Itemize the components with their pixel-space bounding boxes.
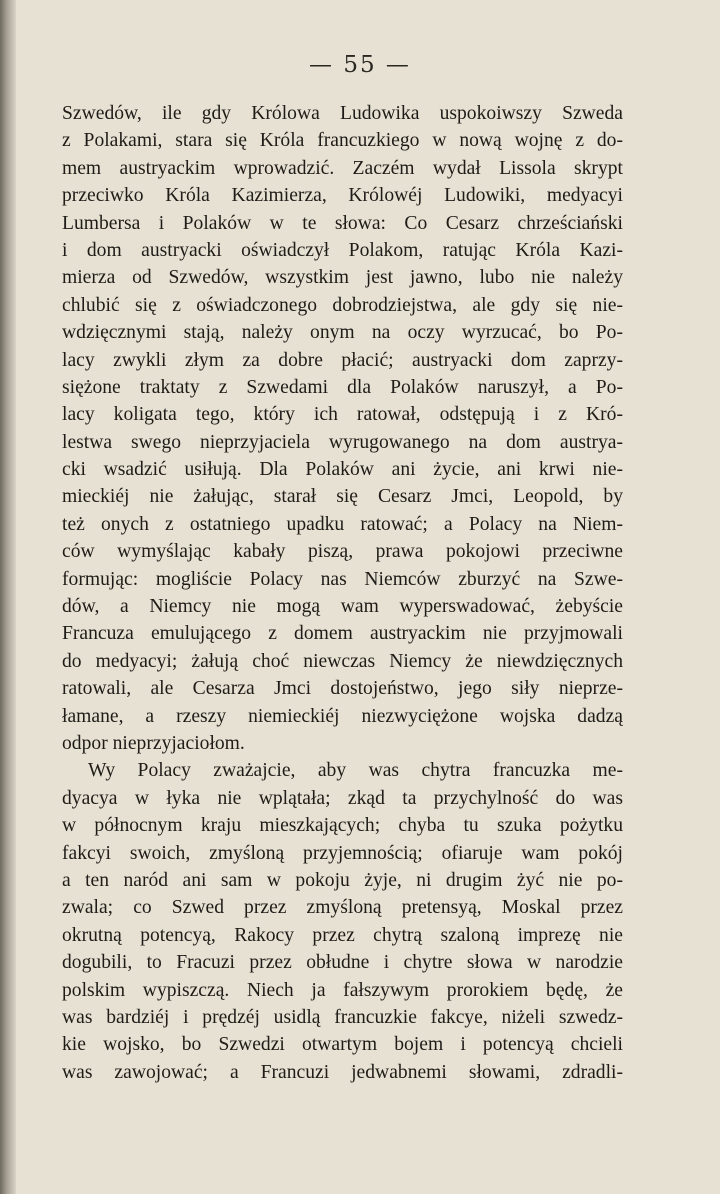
paragraph-2	[62, 757, 623, 1086]
text-line: mem austryackim wprowadzić. Zaczém wydał Lissola skrypt	[62, 157, 623, 179]
text-line: ratowali, ale Cesarza Jmci dostojeństwo, jego siły nieprze-	[62, 678, 623, 700]
text-line: kie wojsko, bo Szwedzi otwartym bojem i potencyą chcieli	[62, 1034, 623, 1056]
text-line: chlubić się z oświadczonego dobrodziejstwa, ale gdy się nie-	[62, 294, 623, 316]
text-line: mieckiéj nie żałując, starał się Cesarz Jmci, Leopold, by	[62, 486, 623, 508]
text-line: odpor nieprzyjaciołom.	[62, 732, 245, 754]
text-line: z Polakami, stara się Króla francuzkiego w nową wojnę z do-	[62, 130, 623, 152]
text-line: Wy Polacy zważajcie, aby was chytra francuzka me-	[88, 760, 623, 782]
text-line: Lumbersa i Polaków w te słowa: Co Cesarz chrześciański	[62, 212, 623, 234]
text-line: do medyacyi; żałują choć niewczas Niemcy że niewdzięcznych	[62, 650, 623, 672]
text-line: polskim wypiszczą. Niech ja fałszywym prorokiem będę, że	[62, 979, 623, 1001]
text-line: dów, a Niemcy nie mogą wam wyperswadować, żebyście	[62, 596, 623, 618]
body-text	[62, 100, 623, 1086]
text-line: fakcyi swoich, zmyśloną przyjemnością; ofiaruje wam pokój	[62, 842, 623, 864]
text-line: siężone traktaty z Szwedami dla Polaków naruszył, a Po-	[62, 376, 623, 398]
text-line: was zawojować; a Francuzi jedwabnemi słowami, zdradli-	[62, 1061, 623, 1083]
binding-shadow	[0, 0, 16, 1194]
text-line: lacy koligata tego, który ich ratował, odstępują i z Kró-	[62, 404, 623, 426]
text-line: zwala; co Szwed przez zmyśloną pretensyą, Moskal przez	[62, 897, 623, 919]
text-line: was bardziéj i prędzéj usidlą francuzkie fakcye, niżeli szwedz-	[62, 1006, 623, 1028]
text-line: i dom austryacki oświadczył Polakom, ratując Króla Kazi-	[62, 239, 623, 261]
paragraph-1	[62, 100, 623, 757]
page-number: — 55 —	[309, 52, 411, 78]
text-line: dyacya w łyka nie wplątała; zkąd ta przychylność do was	[62, 787, 623, 809]
text-line: Francuza emulującego z domem austryackim nie przyjmowali	[62, 623, 623, 645]
text-line: w północnym kraju mieszkających; chyba tu szuka pożytku	[62, 815, 623, 837]
text-line: też onych z ostatniego upadku ratować; a Polacy na Niem-	[62, 513, 623, 535]
text-line: okrutną potencyą, Rakocy przez chytrą szaloną imprezę nie	[62, 924, 623, 946]
text-line: lestwa swego nieprzyjaciela wyrugowanego na dom austrya-	[62, 431, 623, 453]
text-line: a ten naród ani sam w pokoju żyje, ni drugim żyć nie po-	[62, 869, 623, 891]
text-line: formując: mogliście Polacy nas Niemców zburzyć na Szwe-	[62, 568, 623, 590]
text-line: dogubili, to Fracuzi przez obłudne i chytre słowa w narodzie	[62, 952, 623, 974]
text-line: ców wymyślając kabały piszą, prawa pokojowi przeciwne	[62, 541, 623, 563]
text-line: wdzięcznymi stają, należy onym na oczy wyrzucać, bo Po-	[62, 322, 623, 344]
text-line: przeciwko Króla Kazimierza, Królowéj Ludowiki, medyacyi	[62, 185, 623, 207]
text-line: łamane, a rzeszy niemieckiéj niezwyciężone wojska dadzą	[62, 705, 623, 727]
text-line: lacy zwykli złym za dobre płacić; austryacki dom zaprzy-	[62, 349, 623, 371]
text-line: cki wsadzić usiłują. Dla Polaków ani życie, ani krwi nie-	[62, 459, 623, 481]
text-line: Szwedów, ile gdy Królowa Ludowika uspokoiwszy Szweda	[62, 103, 623, 124]
text-line: mierza od Szwedów, wszystkim jest jawno, lubo nie należy	[62, 267, 623, 289]
